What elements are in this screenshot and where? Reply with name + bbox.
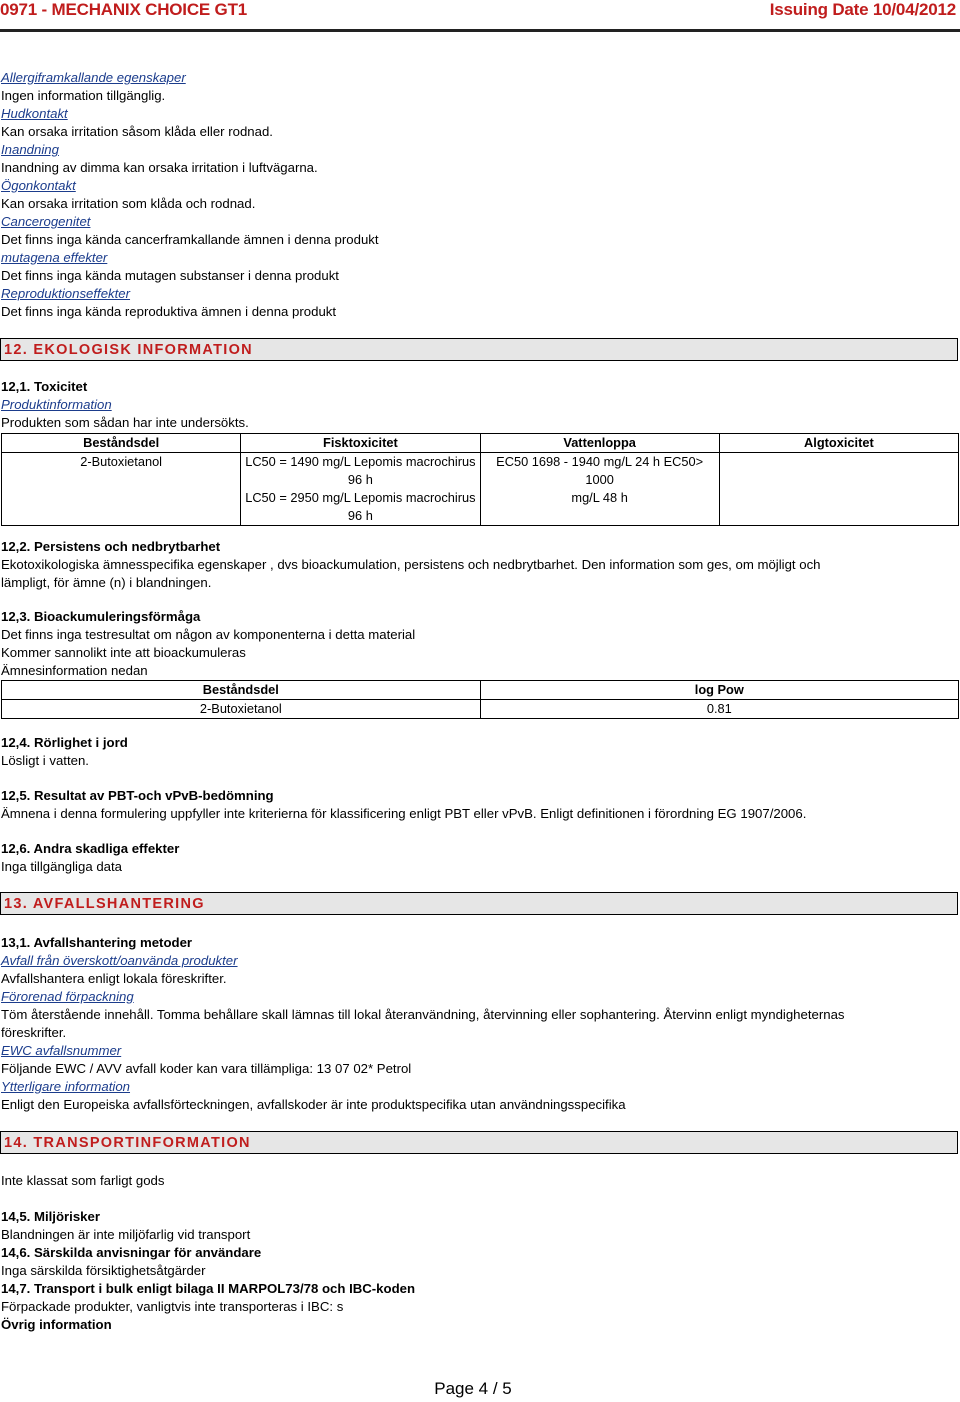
table-row	[2, 453, 959, 526]
further-info-text: Enligt den Europeiska avfallsförteckningen, avfallskoder är inte produktspecifika utan användningsspecifika	[1, 1097, 626, 1112]
toxicity-heading: 12,1. Toxicitet	[1, 379, 88, 394]
pbt-heading: 12,5. Resultat av PBT-och vPvB-bedömning	[1, 788, 274, 803]
skin-heading: Hudkontakt	[1, 106, 68, 121]
eye-text: Kan orsaka irritation som klåda och rodnad.	[1, 196, 256, 211]
section-13-title: 13. AVFALLSHANTERING	[0, 892, 958, 915]
carcinogenicity-heading: Cancerogenitet	[1, 214, 91, 229]
carcinogenicity-text: Det finns inga kända cancerframkallande ämnen i denna produkt	[1, 232, 379, 247]
persistence-heading: 12,2. Persistens och nedbrytbarhet	[1, 539, 221, 554]
mobility-heading: 12,4. Rörlighet i jord	[1, 735, 128, 750]
bioaccumulation-heading: 12,3. Bioackumuleringsförmåga	[1, 609, 201, 624]
cell-algae	[719, 453, 958, 526]
section-14-title: 14. TRANSPORTINFORMATION	[0, 1131, 958, 1154]
cell-log-pow: 0.81	[480, 700, 958, 719]
bioaccumulation-text-2: Kommer sannolikt inte att bioackumuleras	[1, 645, 246, 660]
bioaccumulation-text-1: Det finns inga testresultat om någon av komponenterna i detta material	[1, 627, 416, 642]
page-number: Page 4 / 5	[434, 1379, 512, 1398]
daphnia-value-a: EC50 1698 - 1940 mg/L 24 h EC50> 1000	[496, 454, 704, 487]
cell-component: 2-Butoxietanol	[2, 453, 241, 526]
other-information-heading: Övrig information	[1, 1317, 112, 1332]
skin-text: Kan orsaka irritation såsom klåda eller rodnad.	[1, 124, 273, 139]
fish-value-1a: LC50 = 1490 mg/L Lepomis macrochirus	[245, 454, 476, 469]
user-precautions-heading: 14,6. Särskilda anvisningar för användare	[1, 1245, 262, 1260]
product-info-text: Produkten som sådan har inte undersökts.	[1, 415, 249, 430]
header-rule	[0, 29, 960, 32]
packaging-text-1: Töm återstående innehåll. Tomma behållare skall lämnas till lokal återanvändning, återvinning eller sophantering. Återvinn enligt myndigheternas	[1, 1007, 845, 1022]
mobility-text: Lösligt i vatten.	[1, 753, 89, 768]
mutagenic-heading: mutagena effekter	[1, 250, 108, 265]
issuing-date: Issuing Date 10/04/2012	[769, 0, 956, 19]
inhalation-heading: Inandning	[1, 142, 59, 157]
allergy-heading: Allergiframkallande egenskaper	[1, 70, 186, 85]
further-info-heading: Ytterligare information	[1, 1079, 131, 1094]
packaging-text-2: föreskrifter.	[1, 1025, 67, 1040]
fish-value-2a: LC50 = 2950 mg/L Lepomis macrochirus	[245, 490, 476, 505]
fish-value-2b: 96 h	[347, 508, 373, 523]
eye-heading: Ögonkontakt	[1, 178, 76, 193]
persistence-text-1: Ekotoxikologiska ämnesspecifika egenskaper , dvs bioackumulation, persistens och nedbrytbarhet. Den information som ges, om möjligt och	[1, 557, 821, 572]
waste-residue-text: Avfallshantera enligt lokala föreskrifter.	[1, 971, 227, 986]
other-effects-text: Inga tillgängliga data	[1, 859, 122, 874]
toxicity-table	[1, 433, 959, 526]
document-title: 0971 - MECHANIX CHOICE GT1	[0, 0, 248, 19]
reproductive-heading: Reproduktionseffekter	[1, 286, 131, 301]
transport-classification-text: Inte klassat som farligt gods	[1, 1173, 165, 1188]
col-header-component: Beståndsdel	[2, 434, 241, 453]
waste-methods-heading: 13,1. Avfallshantering metoder	[1, 935, 193, 950]
pbt-text: Ämnena i denna formulering uppfyller inte kriterierna för klassificering enligt PBT eller vPvB. Enligt definitionen i förordning EG 1907/2006.	[1, 806, 807, 821]
daphnia-value-b: mg/L 48 h	[571, 490, 628, 505]
packaging-heading: Förorenad förpackning	[1, 989, 134, 1004]
col-header-algae: Algtoxicitet	[719, 434, 958, 453]
product-info-heading: Produktinformation	[1, 397, 112, 412]
cell-daphnia	[480, 453, 719, 526]
cell-component: 2-Butoxietanol	[2, 700, 481, 719]
log-pow-table	[1, 680, 959, 719]
mutagenic-text: Det finns inga kända mutagen substanser i denna produkt	[1, 268, 339, 283]
section-12-title: 12. EKOLOGISK INFORMATION	[0, 338, 958, 361]
environmental-hazards-text: Blandningen är inte miljöfarlig vid transport	[1, 1227, 251, 1242]
cell-fish	[241, 453, 480, 526]
ewc-heading: EWC avfallsnummer	[1, 1043, 122, 1058]
ewc-text: Följande EWC / AVV avfall koder kan vara tillämpliga: 13 07 02* Petrol	[1, 1061, 412, 1076]
persistence-text-2: lämpligt, för ämne (n) i blandningen.	[1, 575, 212, 590]
bulk-transport-heading: 14,7. Transport i bulk enligt bilaga II MARPOL73/78 och IBC-koden	[1, 1281, 416, 1296]
table-header-row	[2, 681, 959, 700]
page-header	[0, 0, 960, 20]
fish-value-1b: 96 h	[347, 472, 373, 487]
inhalation-text: Inandning av dimma kan orsaka irritation i luftvägarna.	[1, 160, 318, 175]
table-header-row	[2, 434, 959, 453]
col-header-fish: Fisktoxicitet	[241, 434, 480, 453]
col-header-log-pow: log Pow	[480, 681, 958, 700]
environmental-hazards-heading: 14,5. Miljörisker	[1, 1209, 100, 1224]
bioaccumulation-text-3: Ämnesinformation nedan	[1, 663, 148, 678]
reproductive-text: Det finns inga kända reproduktiva ämnen i denna produkt	[1, 304, 337, 319]
waste-residue-heading: Avfall från överskott/oanvända produkter	[1, 953, 238, 968]
other-effects-heading: 12,6. Andra skadliga effekter	[1, 841, 180, 856]
col-header-component: Beståndsdel	[2, 681, 481, 700]
bulk-transport-text: Förpackade produkter, vanligtvis inte transporteras i IBC: s	[1, 1299, 344, 1314]
table-row	[2, 700, 959, 719]
col-header-daphnia: Vattenloppa	[480, 434, 719, 453]
user-precautions-text: Inga särskilda försiktighetsåtgärder	[1, 1263, 206, 1278]
allergy-text: Ingen information tillgänglig.	[1, 88, 166, 103]
